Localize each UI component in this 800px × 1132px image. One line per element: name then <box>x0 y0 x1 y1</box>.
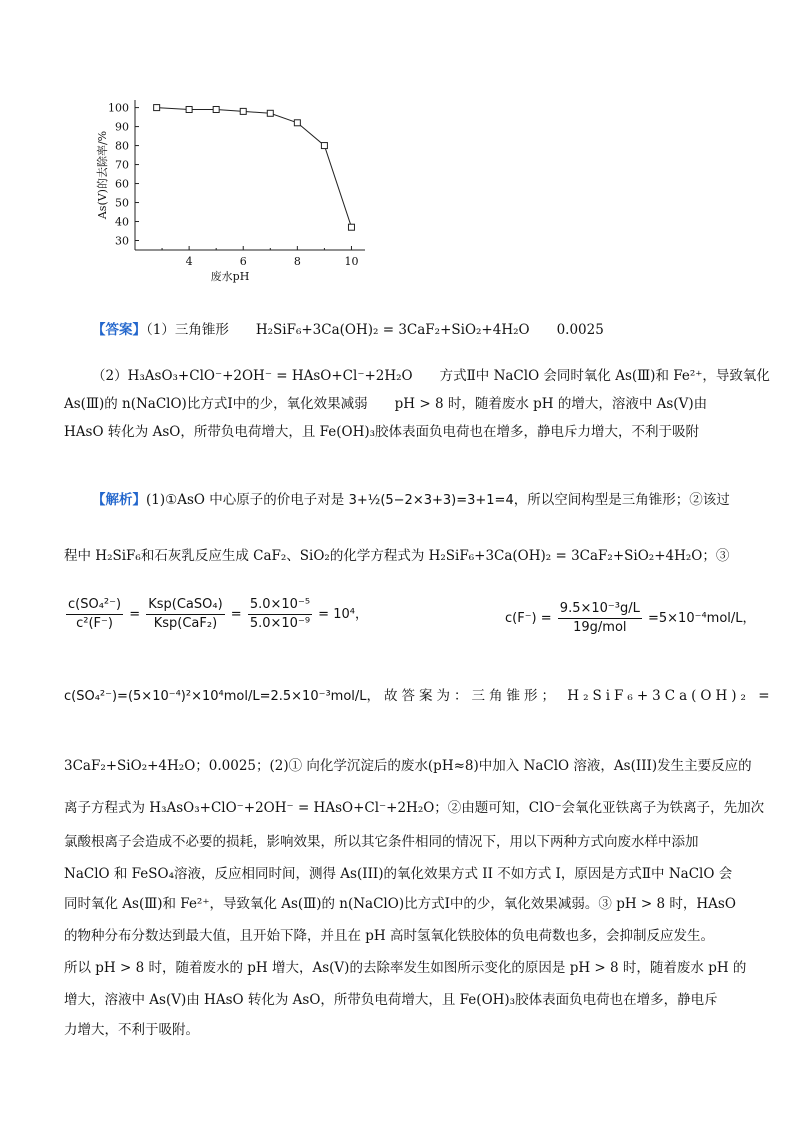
sulfate-concentration-line <box>64 686 774 707</box>
fraction-c-ratio <box>66 596 123 633</box>
frac-num: 9.5×10⁻³g/L <box>558 600 642 619</box>
y-tick-label: 80 <box>115 139 129 153</box>
y-tick-label: 90 <box>115 120 129 134</box>
y-axis-label: As(Ⅴ)的去除率/% <box>96 130 109 220</box>
analysis-line-5: 氯酸根离子会造成不必要的损耗，影响效果，所以其它条件相同的情况下，用以下两种方式向废水样中添加 <box>64 834 699 850</box>
y-tick-label: 100 <box>108 101 129 115</box>
x-tick-label: 10 <box>344 255 359 268</box>
valence-pair-formula: 3+½(5−2×3+3)=3+1=4 <box>348 493 514 508</box>
analysis-line-1 <box>92 490 730 511</box>
frac-num: 5.0×10⁻⁵ <box>248 596 312 615</box>
data-point <box>154 105 160 111</box>
data-point <box>240 108 246 114</box>
y-tick-label: 70 <box>115 158 129 172</box>
answer-line-2b: As(Ⅲ)的 n(NaClO)比方式Ⅰ中的少，氧化效果减弱 pH > 8 时，随着废水 pH 的增大，溶液中 As(Ⅴ)由 <box>64 396 708 412</box>
analysis-line-10: 增大，溶液中 As(Ⅴ)由 HAsO 转化为 AsO，所带负电荷增大，且 Fe(OH)₃胶体表面负电荷也在增多，静电斥 <box>64 992 718 1008</box>
x-tick-label: 6 <box>239 255 247 268</box>
analysis-line-6: NaClO 和 FeSO₄溶液，反应相同时间，测得 As(III)的氧化效果方式 II 不如方式 I，原因是方式Ⅱ中 NaClO 会 <box>64 866 733 882</box>
ksp-ratio-result: = 10⁴ <box>318 607 355 622</box>
fluoride-concentration-equation <box>505 600 756 637</box>
answer-tag: 【答案】 <box>92 322 146 338</box>
ksp-ratio-equation: $\frac{\text{c(SO₄²⁻)}}{\text{c²(F⁻)}}$ = $\frac{\text{Ksp(CaSO₄)}}{\text{Ksp(CaF₂)}}$ = $\frac{\text{5.0×10⁻⁵}}{\text{5.0×10⁻⁹}}$ = 10⁴， <box>68 597 368 631</box>
analysis-line-11: 力增大，不利于吸附。 <box>64 1022 199 1038</box>
data-point <box>267 110 273 116</box>
eq2-result: =5×10⁻⁴mol/L， <box>648 611 756 626</box>
sulfate-equation: c(SO₄²⁻)=(5×10⁻⁴)²×10⁴mol/L=2.5×10⁻³mol/L <box>64 689 367 704</box>
fraction-ksp <box>146 596 224 633</box>
series-line <box>157 108 352 228</box>
data-point <box>321 143 327 149</box>
answer-text-1: （1）三角锥形 H₂SiF₆+3Ca(OH)₂ = 3CaF₂+SiO₂+4H₂O 0.0025 <box>146 322 604 338</box>
y-tick-label: 60 <box>115 177 129 191</box>
x-axis-label: 废水pH <box>210 270 250 283</box>
x-tick-label: 8 <box>293 255 301 268</box>
analysis-line-8: 的物种分布分数达到最大值，且开始下降，并且在 pH 高时氢氧化铁胶体的负电荷数也多，会抑制反应发生。 <box>64 928 714 944</box>
data-point <box>294 120 300 126</box>
frac-den: c²(F⁻) <box>76 616 113 631</box>
y-tick-label: 40 <box>115 215 129 229</box>
answer-line-2c: HAsO 转化为 AsO，所带负电荷增大，且 Fe(OH)₃胶体表面负电荷也在增多，静电斥力增大，不利于吸附 <box>64 424 700 440</box>
removal-rate-chart <box>80 80 380 290</box>
answer-line-1 <box>92 320 604 340</box>
frac-den: 5.0×10⁻⁹ <box>249 616 311 631</box>
analysis-p1-prefix: (1)①AsO 中心原子的价电子对是 <box>146 492 345 508</box>
data-point <box>186 106 192 112</box>
analysis-p1-suffix: ，所以空间构型是三角锥形；②该过 <box>513 492 730 508</box>
eq3-suffix: ，故答案为：三角锥形； H₂SiF₆+3Ca(OH)₂ = <box>366 688 774 704</box>
analysis-line-9: 所以 pH > 8 时，随着废水的 pH 增大，As(V)的去除率发生如图所示变化的原因是 pH > 8 时，随着废水 pH 的 <box>64 960 747 976</box>
eq2-lhs: c(F⁻) = <box>505 611 552 626</box>
fraction-values <box>248 596 312 633</box>
y-tick-label: 50 <box>115 196 129 210</box>
analysis-line-3: 3CaF₂+SiO₂+4H₂O；0.0025；(2)① 向化学沉淀后的废水(pH≈8)中加入 NaClO 溶液，As(III)发生主要反应的 <box>64 758 752 774</box>
data-point <box>348 224 354 230</box>
frac-num: c(SO₄²⁻) <box>66 596 123 615</box>
analysis-tag: 【解析】 <box>92 492 146 508</box>
x-tick-label: 4 <box>185 255 193 268</box>
frac-den: Ksp(CaF₂) <box>153 616 218 631</box>
data-point <box>213 106 219 112</box>
frac-den: 19g/mol <box>573 620 627 635</box>
analysis-line-4: 离子方程式为 H₃AsO₃+ClO⁻+2OH⁻ = HAsO+Cl⁻+2H₂O；②由题可知，ClO⁻会氧化亚铁离子为铁离子，先加次 <box>64 800 765 816</box>
analysis-line-2: 程中 H₂SiF₆和石灰乳反应生成 CaF₂、SiO₂的化学方程式为 H₂SiF₆+3Ca(OH)₂ = 3CaF₂+SiO₂+4H₂O；③ <box>64 548 730 564</box>
y-tick-label: 30 <box>115 234 129 248</box>
fraction-fluoride <box>558 600 642 637</box>
frac-num: Ksp(CaSO₄) <box>146 596 224 615</box>
analysis-line-7: 同时氧化 As(Ⅲ)和 Fe²⁺，导致氧化 As(Ⅲ)的 n(NaClO)比方式Ⅰ中的少，氧化效果减弱。③ pH > 8 时，HAsO <box>64 896 736 912</box>
answer-line-2a: （2）H₃AsO₃+ClO⁻+2OH⁻ = HAsO+Cl⁻+2H₂O 方式Ⅱ中 NaClO 会同时氧化 As(Ⅲ)和 Fe²⁺，导致氧化 <box>92 368 770 384</box>
